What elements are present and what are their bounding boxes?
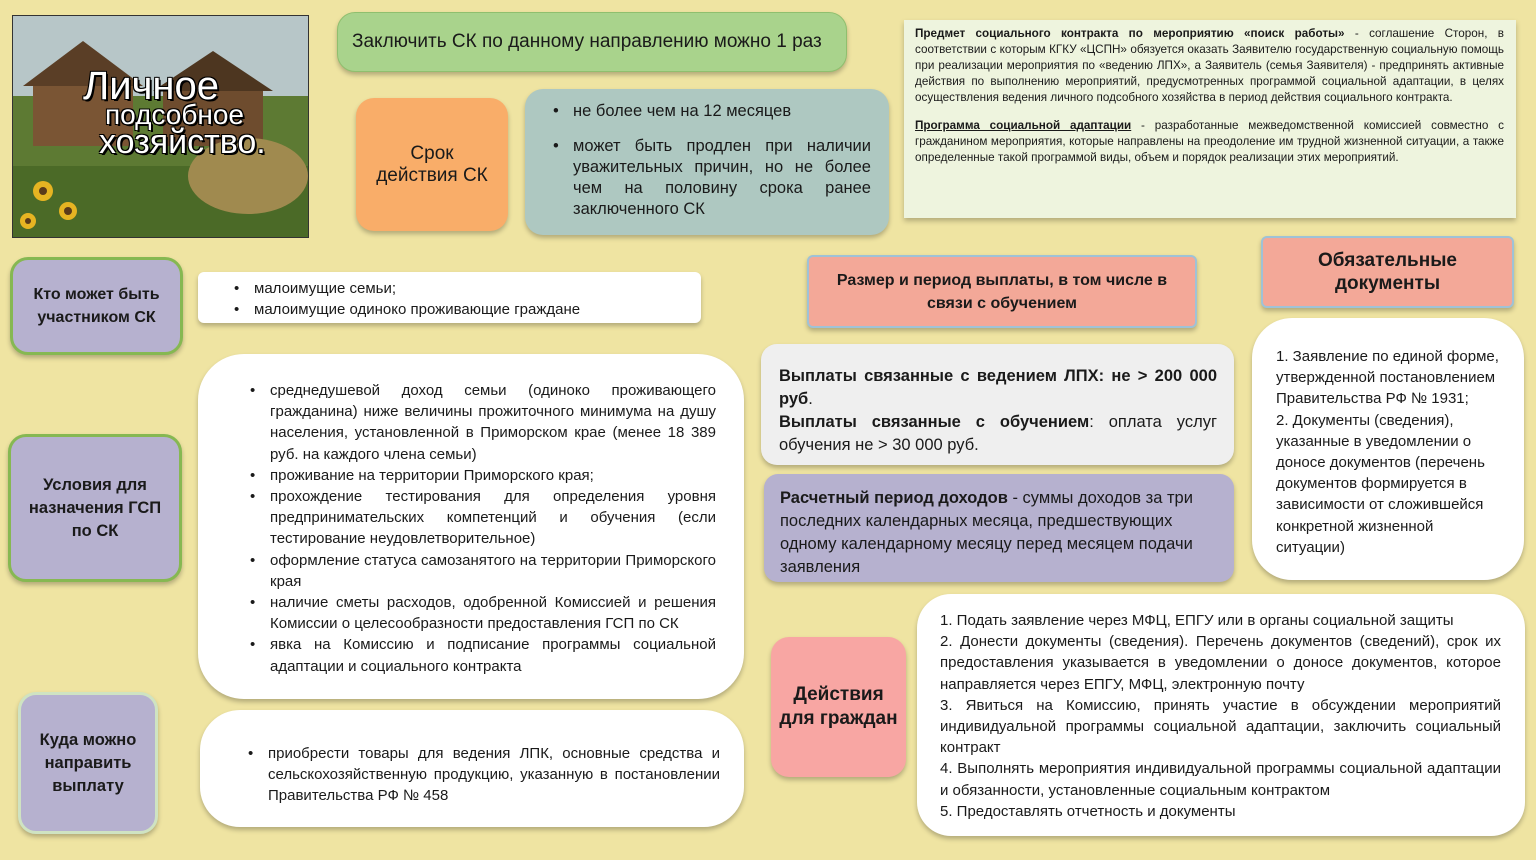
photo-caption-line2: подсобное [105,99,244,130]
photo-caption-line3: хозяйство. [99,123,266,161]
documents-details [1252,318,1524,580]
conditions-label-text: Условия для назначения ГСП по СК [28,475,162,540]
documents-label [1261,236,1514,308]
list-item: • малоимущие семьи; [254,278,689,299]
payment-line-2-text: : оплата услуг обучения не > 30 000 руб. [779,413,1217,454]
payment-label-text: Размер и период выплаты, в том числе в связи с обучением [836,271,1168,312]
document-item-2: 2. Документы (сведения), указанные в уведомлении о доносе документов (перечень документов формируется в зависимости от сложившейся конкретной жизненной ситуации) [1276,411,1485,556]
conditions-list [248,380,716,677]
payment-line-1-bold: Выплаты связанные с ведением ЛПХ: не > 200 000 руб [779,367,1217,408]
term-list [551,101,871,220]
participants-label-text: Кто может быть участником СК [33,286,160,326]
list-item: 2. Донести документы (сведения). Перечень документов (сведений), срок их предоставления указывается в уведомлении о доносе документов, которое направляется через ЕПГУ, МФЦ, электронную почту [940,633,1501,693]
list-item: • может быть продлен при наличии уважительных причин, но не более чем на половину срока ранее заключенного СК [573,136,871,220]
participants-label [10,257,183,355]
direction-details [200,710,744,827]
direction-list [246,743,720,806]
documents-label-text: Обязательные документы [1317,250,1457,294]
term-label [356,98,508,231]
list-item: • приобрести товары для ведения ЛПК, основные средства и сельскохозяйственную продукцию, указанную в постановлении Правительства РФ № 458 [268,743,720,806]
list-item: • среднедушевой доход семьи (одиноко проживающего гражданина) ниже величины прожиточного минимума на душу населения, установленной в Приморском крае (менее 18 389 руб. на каждого члена семьи) [270,380,716,465]
list-item: • прохождение тестирования для определения уровня предпринимательских компетенций и обучения (если тестирование неудовлетворительное) [270,486,716,550]
list-item: • малоимущие одиноко проживающие граждане [254,299,689,320]
payment-line-2-bold: Выплаты связанные с обучением [779,413,1090,431]
list-item: 3. Явиться на Комиссию, принять участие в обсуждении мероприятий индивидуальной программы социальной адаптации, заключить социальный контракт [940,696,1501,757]
photo-private-farm [12,15,309,238]
term-details [525,89,889,235]
actions-label-text: Действия для граждан [779,684,898,729]
payment-label [807,255,1197,328]
direction-label-text: Куда можно направить выплату [39,730,137,795]
participants-details [198,272,701,323]
definition-text-1: - соглашение Сторон, в соответствии с которым КГКУ «ЦСПН» обязуется оказать Заявителю государственную социальную помощь при реализации мероприятия по «ведению ЛПХ», а Заявитель (семья Заявителя) - предпринять активные действия по выполнению мероприятий, предусмотренных программой социальной адаптации, в целях осуществления ведения личного подсобного хозяйства в период действия социального контракта. [915,27,1504,104]
one-time-banner [337,12,847,72]
definition-title-1: Предмет социального контракта по мероприятию «поиск работы» [915,27,1345,40]
definition-text-2: - разработанные межведомственной комиссией совместно с гражданином мероприятия, которые направлены на преодоление им трудной жизненной ситуации, а также определенные такой программой виды, объем и порядок реализации этих мероприятий. [915,119,1504,164]
direction-label [18,692,158,834]
list-item: 4. Выполнять мероприятия индивидуальной программы социальной адаптации и обязанности, установленные социальным контрактом [940,760,1501,799]
list-item: • не более чем на 12 месяцев [573,101,871,122]
payment-line-1-end: . [808,390,813,408]
definition-paragraph-2 [915,118,1504,166]
document-item-1: 1. Заявление по единой форме, утвержденной постановлением Правительства РФ № 1931; [1276,348,1499,408]
conditions-label [8,434,182,582]
list-item: 1. Подать заявление через МФЦ, ЕПГУ или в органы социальной защиты [940,612,1454,629]
banner-text: Заключить СК по данному направлению можно 1 раз [352,31,822,52]
actions-list [940,610,1501,822]
definition-panel [904,20,1516,218]
list-item: 5. Предоставлять отчетность и документы [940,802,1236,820]
term-label-text: Срок действия СК [376,142,488,186]
income-period [764,474,1234,582]
income-period-bold: Расчетный период доходов [780,489,1008,507]
payment-line-1 [779,365,1217,411]
conditions-details [198,354,744,699]
payment-details [761,344,1234,465]
actions-label [771,637,906,777]
participants-list [232,278,689,320]
definition-title-2: Программа социальной адаптации [915,119,1132,132]
list-item: • явка на Комиссию и подписание программы социальной адаптации и социального контракта [270,634,716,676]
photo-caption-line1: Личное [83,64,220,108]
income-period-text: - суммы доходов за три последних календарных месяца, предшествующих одному календарному месяцу перед месяцем подачи заявления [780,489,1193,576]
definition-paragraph-1 [915,26,1504,106]
list-item: • проживание на территории Приморского края; [270,465,716,486]
list-item: • наличие сметы расходов, одобренной Комиссией и решения Комиссии о целесообразности предоставления ГСП по СК [270,592,716,634]
list-item: • оформление статуса самозанятого на территории Приморского края [270,550,716,592]
actions-details [917,594,1525,836]
payment-line-2 [779,411,1217,457]
